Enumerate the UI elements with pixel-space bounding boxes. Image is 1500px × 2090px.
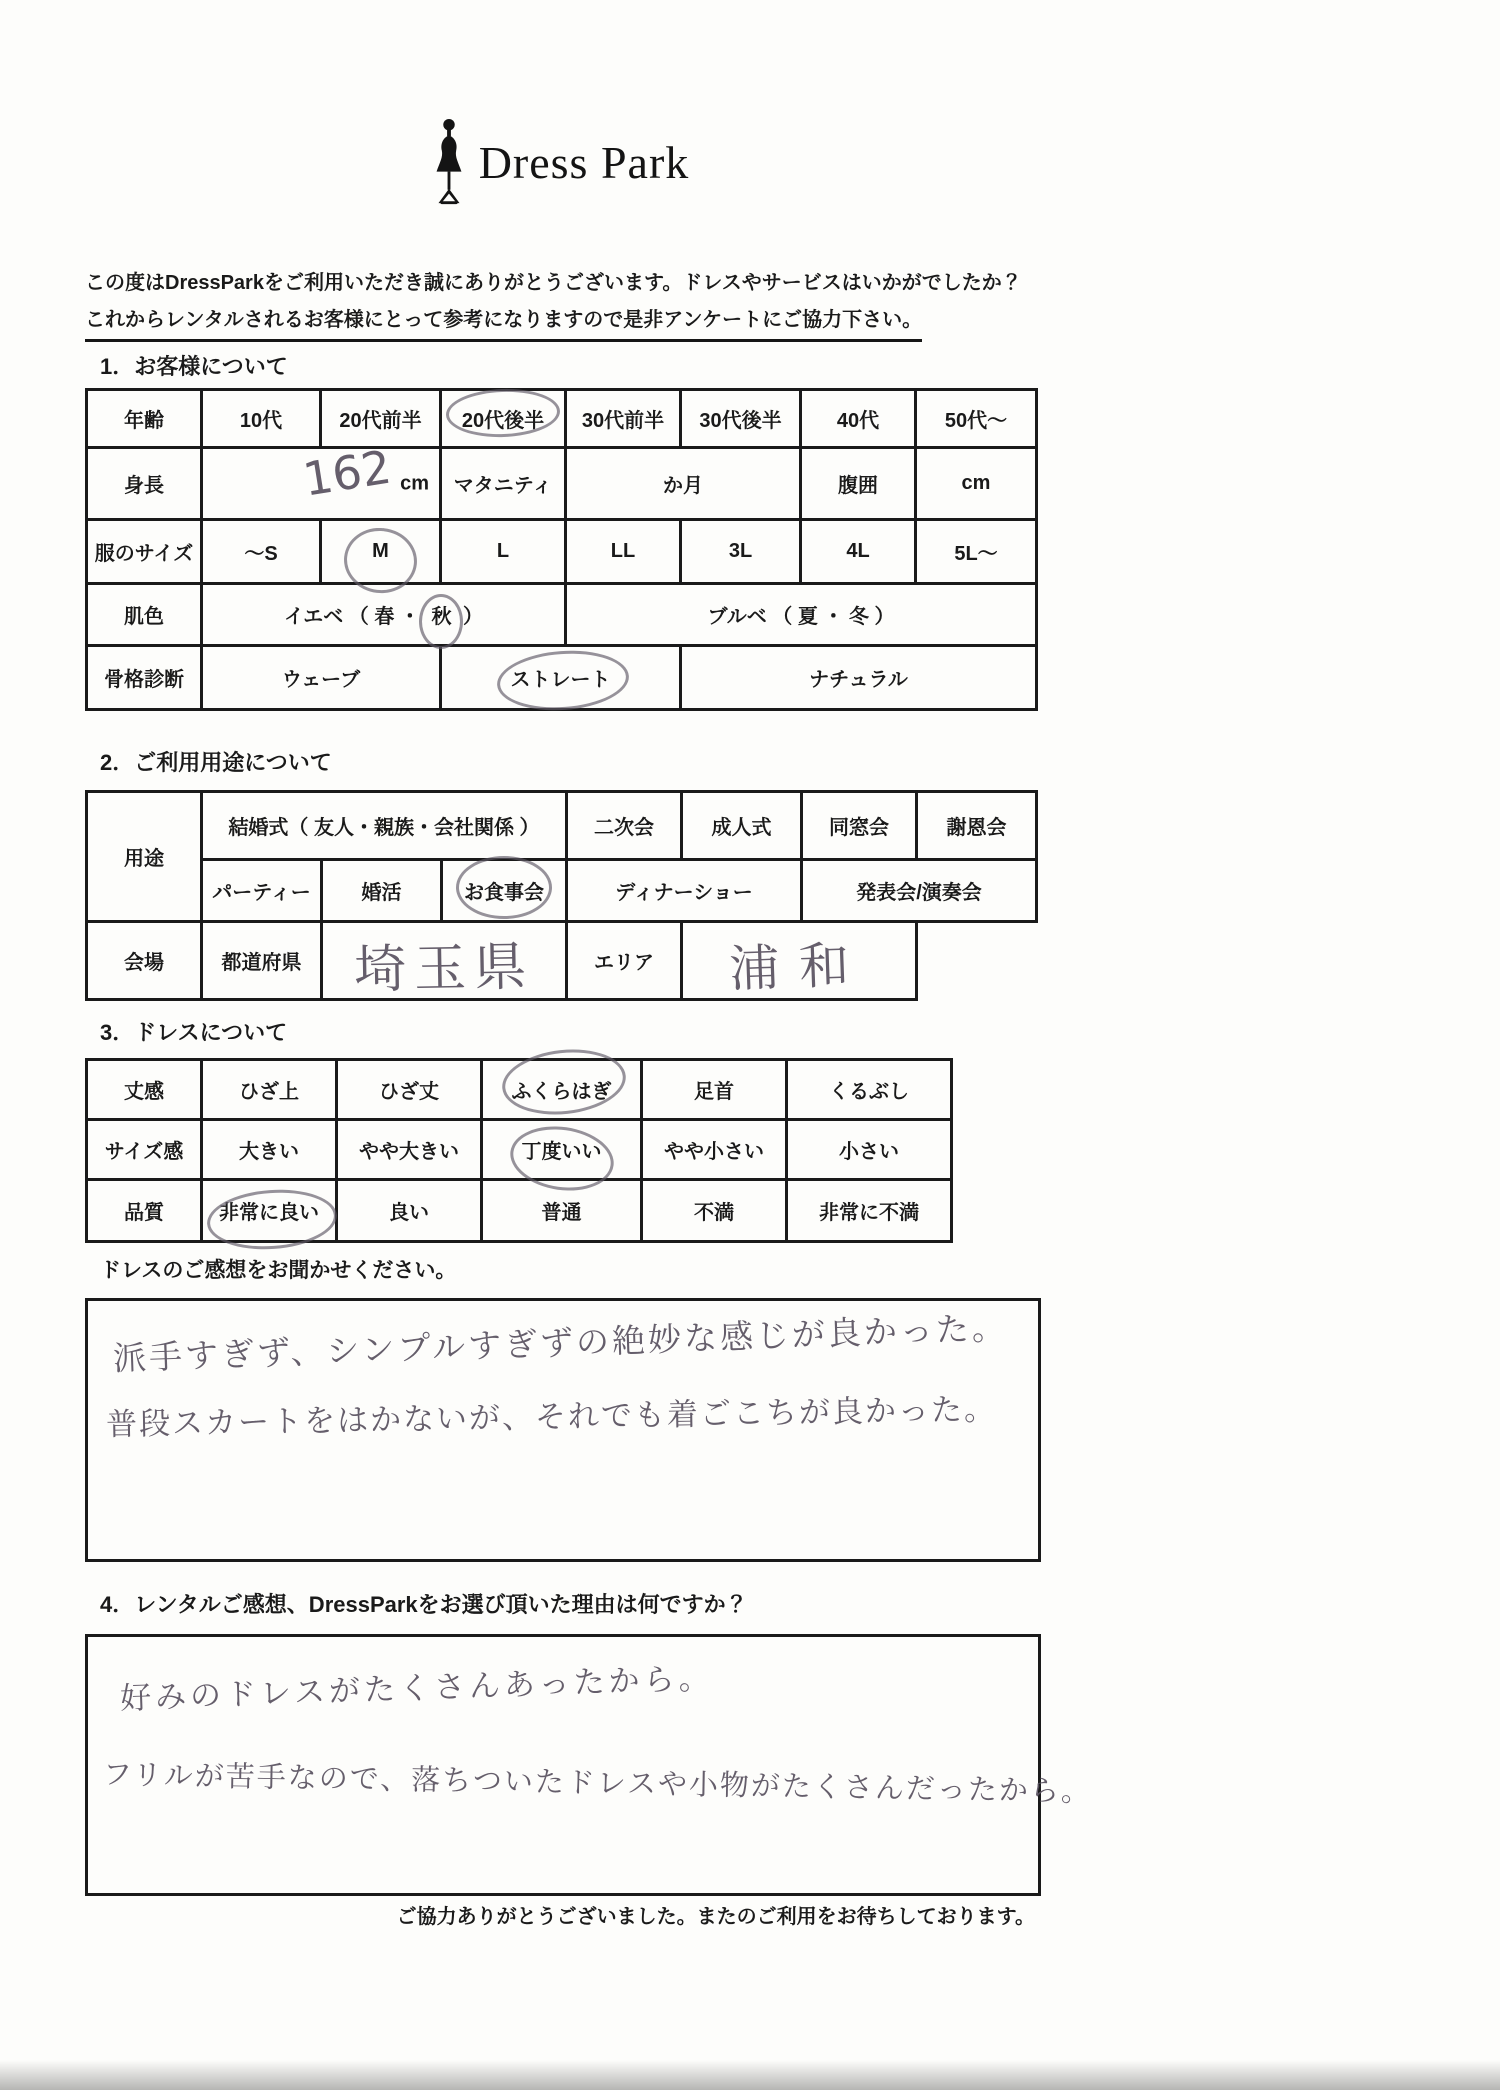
closing-message: ご協力ありがとうございました。またのご利用をお待ちしております。 <box>396 1906 1035 1928</box>
skeleton-option-cell-selected <box>441 646 681 710</box>
rental-feedback-line1-handwritten: 好みのドレスがたくさんあったから。 <box>119 1660 715 1717</box>
purpose-option-cell: 謝恩会 <box>917 792 1037 860</box>
section1-title: 1．お客様について <box>100 354 288 379</box>
age-option-cell: 30代前半 <box>566 390 681 448</box>
circled-option: 丁度いい <box>522 1135 602 1164</box>
height-input-cell <box>202 439 441 520</box>
empty-region <box>917 922 1037 1000</box>
intro-text <box>85 268 1095 342</box>
purpose-option-cell: 同窓会 <box>802 792 917 860</box>
height-label: 身長 <box>87 448 202 520</box>
brand-logo <box>85 118 1035 206</box>
intro-line1: この度はDressParkをご利用いただき誠にありがとうございます。ドレスやサービスはいかがでしたか？ <box>85 272 1022 294</box>
scan-edge-shadow <box>0 2060 1500 2090</box>
maternity-cell: マタニティ <box>441 448 566 520</box>
age-option-cell: 10代 <box>202 390 321 448</box>
circled-option: ストレート <box>511 663 611 692</box>
age-option-cell: 30代後半 <box>681 390 801 448</box>
area-input-cell <box>682 922 917 1000</box>
purpose-option-cell: 結婚式（ 友人・親族・会社関係 ） <box>202 792 567 860</box>
purpose-option-cell-selected <box>442 860 567 922</box>
skin-yellow-prefix: イエベ （ 春 ・ <box>284 606 420 628</box>
length-option-cell-selected <box>482 1060 642 1120</box>
size-option-cell: ～S <box>202 520 321 584</box>
circled-option: 秋 <box>431 600 451 629</box>
length-option-cell: ひざ上 <box>202 1060 337 1120</box>
purpose-option-cell: 婚活 <box>322 860 442 922</box>
purpose-row-1 <box>87 792 1037 860</box>
size-label: 服のサイズ <box>87 520 202 584</box>
waist-cell: 腹囲 <box>801 448 916 520</box>
length-option-cell: ひざ丈 <box>337 1060 482 1120</box>
age-option-cell-selected <box>441 390 566 448</box>
size-option-cell: 4L <box>801 520 916 584</box>
size-option-cell: 3L <box>681 520 801 584</box>
fit-option-cell: 小さい <box>787 1120 952 1180</box>
size-option-cell-selected <box>321 520 441 584</box>
fit-option-cell: やや大きい <box>337 1120 482 1180</box>
quality-option-cell: 普通 <box>482 1180 642 1242</box>
length-option-cell: くるぶし <box>787 1060 952 1120</box>
length-option-cell: 足首 <box>642 1060 787 1120</box>
size-option-cell: L <box>441 520 566 584</box>
skin-yellow-suffix: ） <box>463 606 483 628</box>
purpose-option-cell: パーティー <box>202 860 322 922</box>
section3-title: 3．ドレスについて <box>100 1020 288 1045</box>
area-value-handwritten: 浦和 <box>728 935 871 998</box>
intro-line2-wrap <box>85 305 1095 342</box>
section2-title: 2．ご利用用途について <box>100 750 332 775</box>
customer-table <box>85 388 1038 711</box>
quality-row <box>87 1180 952 1242</box>
age-option-cell: 50代～ <box>916 390 1037 448</box>
intro-line2: これからレンタルされるお客様にとって参考になりますので是非アンケートにご協力下さい。 <box>85 305 922 342</box>
size-row <box>87 520 1037 584</box>
dress-feedback-box <box>85 1298 1041 1562</box>
circled-option: 20代後半 <box>462 404 544 433</box>
size-option-cell: LL <box>566 520 681 584</box>
dress-form-icon <box>431 118 467 206</box>
circled-option: ふくらはぎ <box>512 1075 612 1104</box>
quality-option-cell: 非常に不満 <box>787 1180 952 1242</box>
age-option-cell: 20代前半 <box>321 390 441 448</box>
skeleton-row <box>87 646 1037 710</box>
circled-option: お食事会 <box>464 876 544 905</box>
venue-row <box>87 922 1037 1000</box>
age-row <box>87 390 1037 448</box>
size-option-cell: 5L～ <box>916 520 1037 584</box>
skeleton-option-cell: ウェーブ <box>202 646 441 710</box>
quality-option-cell-selected <box>202 1180 337 1242</box>
fit-label: サイズ感 <box>87 1120 202 1180</box>
purpose-option-cell: ディナーショー <box>567 860 802 922</box>
circled-option: M <box>372 540 389 562</box>
height-unit: cm <box>400 472 429 494</box>
area-label: エリア <box>567 922 682 1000</box>
skeleton-label: 骨格診断 <box>87 646 202 710</box>
purpose-option-cell: 成人式 <box>682 792 802 860</box>
prefecture-value-handwritten: 埼玉県 <box>353 937 535 1001</box>
skin-row <box>87 584 1037 646</box>
length-row <box>87 1060 952 1120</box>
quality-option-cell: 良い <box>337 1180 482 1242</box>
height-row <box>87 448 1037 520</box>
skin-yellow-cell <box>202 584 566 646</box>
age-option-cell: 40代 <box>801 390 916 448</box>
dress-feedback-line2-handwritten: 普段スカートをはかないが、それでも着ごこちが良かった。 <box>105 1391 998 1443</box>
rental-feedback-box <box>85 1634 1093 1896</box>
fit-option-cell: やや小さい <box>642 1120 787 1180</box>
dress-feedback-line1-handwritten: 派手すぎず、シンプルすぎずの絶妙な感じが良かった。 <box>112 1307 1009 1378</box>
quality-option-cell: 不満 <box>642 1180 787 1242</box>
purpose-option-cell: 発表会/演奏会 <box>802 860 1037 922</box>
skin-label: 肌色 <box>87 584 202 646</box>
purpose-row-2 <box>87 860 1037 922</box>
fit-option-cell-selected <box>482 1120 642 1180</box>
skin-blue-cell: ブルベ （ 夏 ・ 冬 ） <box>566 584 1037 646</box>
length-label: 丈感 <box>87 1060 202 1120</box>
fit-option-cell: 大きい <box>202 1120 337 1180</box>
months-cell: か月 <box>566 448 801 520</box>
purpose-label: 用途 <box>87 792 202 922</box>
usage-table <box>85 790 1038 1001</box>
prefecture-label: 都道府県 <box>202 922 322 1000</box>
prefecture-input-cell <box>322 922 567 1000</box>
brand-name: Dress Park <box>478 136 690 188</box>
quality-label: 品質 <box>87 1180 202 1242</box>
circled-option: 非常に良い <box>219 1196 319 1225</box>
purpose-option-cell: 二次会 <box>567 792 682 860</box>
waist-unit-cell: cm <box>916 448 1037 520</box>
age-label: 年齢 <box>87 390 202 448</box>
rental-feedback-line2-handwritten: フリルが苦手なので、落ちついたドレスや小物がたくさんだったから。 <box>102 1757 1093 1809</box>
skeleton-option-cell: ナチュラル <box>681 646 1037 710</box>
height-value-handwritten: 162 <box>299 439 395 507</box>
fit-row <box>87 1120 952 1180</box>
venue-label: 会場 <box>87 922 202 1000</box>
dress-table <box>85 1058 953 1243</box>
section4-title: 4．レンタルご感想、DressParkをお選び頂いた理由は何ですか？ <box>100 1592 748 1617</box>
dress-feedback-prompt: ドレスのご感想をお聞かせください。 <box>100 1259 457 1282</box>
